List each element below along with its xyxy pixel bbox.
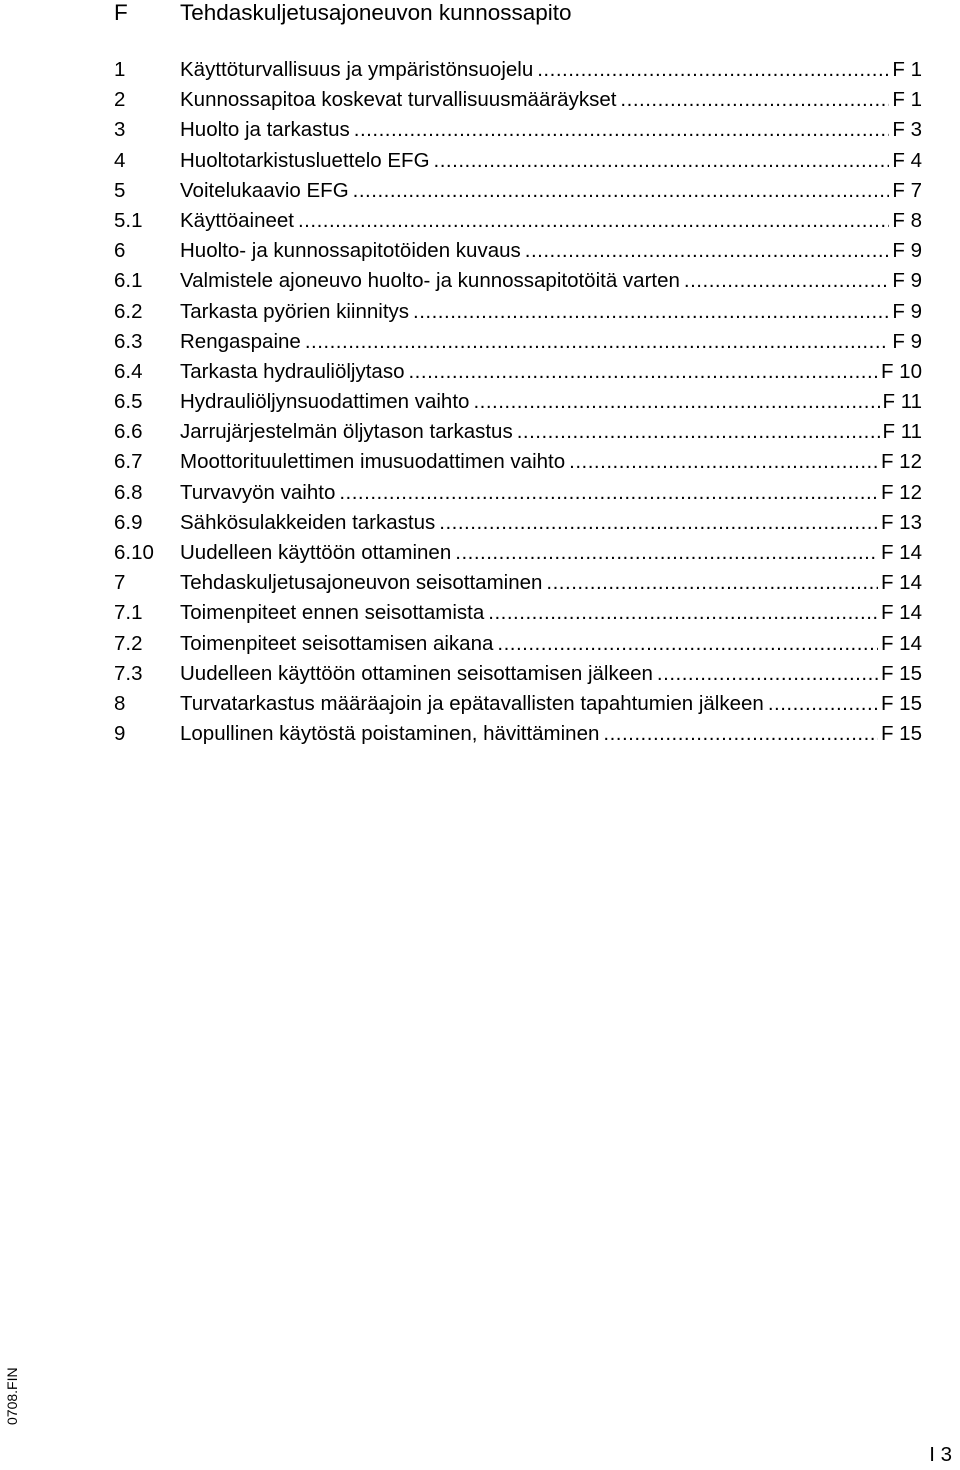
toc-entry-title: Käyttöturvallisuus ja ympäristönsuojelu — [180, 58, 534, 81]
toc-entry-number: 6.10 — [114, 541, 154, 564]
toc-entry-number: 5.1 — [114, 208, 143, 232]
toc-entry-title: Tehdaskuljetusajoneuvon seisottaminen — [180, 571, 543, 595]
dot-leader — [497, 629, 878, 659]
toc-entry-title: Huolto ja tarkastus — [180, 118, 350, 142]
toc-entry-number: 5 — [114, 178, 126, 202]
toc-entry-page: F 14 — [880, 571, 922, 595]
toc-entry-page: F 13 — [880, 510, 922, 534]
dot-leader — [408, 357, 877, 387]
toc-entry-number: 7.1 — [114, 601, 143, 625]
section-title: Tehdaskuljetusajoneuvon kunnossapito — [180, 0, 572, 25]
toc-entry-page: F 12 — [880, 450, 922, 474]
toc-entry-number: 7 — [114, 571, 126, 595]
toc-entry-number: 6.1 — [114, 269, 143, 293]
toc-entry-title: Toimenpiteet seisottamisen aikana — [180, 631, 494, 655]
toc-entry[interactable] — [114, 85, 922, 115]
dot-leader — [439, 508, 878, 538]
toc-entry-number: 6.6 — [114, 420, 143, 444]
toc-entry[interactable] — [114, 689, 922, 719]
dot-leader — [305, 327, 890, 357]
toc-entry-number: 9 — [114, 722, 126, 746]
toc-entry-title: Tarkasta hydrauliöljytaso — [180, 359, 405, 383]
toc-entry-number: 6.7 — [114, 450, 143, 474]
toc-entry-number: 6.4 — [114, 359, 143, 383]
dot-leader — [413, 297, 889, 327]
toc-entry-title: Uudelleen käyttöön ottaminen seisottamisen jälkeen — [180, 661, 653, 685]
dot-leader — [473, 387, 879, 417]
toc-entry-number: 2 — [114, 88, 126, 112]
toc-entry[interactable] — [114, 598, 922, 628]
toc-entry[interactable] — [114, 327, 922, 357]
toc-entry[interactable] — [114, 115, 922, 145]
toc-entry[interactable] — [114, 629, 922, 659]
toc-entry[interactable] — [114, 659, 922, 689]
dot-leader — [684, 266, 889, 296]
dot-leader — [353, 176, 890, 206]
toc-entry-page: F 14 — [880, 631, 922, 655]
toc-entry-page: F 8 — [892, 208, 922, 232]
toc-entry-page: F 12 — [880, 480, 922, 504]
toc-entry-number: 6.8 — [114, 480, 143, 504]
toc-entry-page: F 10 — [880, 359, 922, 383]
toc-entry-page: F 9 — [892, 239, 922, 263]
toc-entry-number: 6.2 — [114, 299, 143, 323]
toc-entry-page: F 9 — [892, 269, 922, 293]
toc-entry-page: F 14 — [880, 541, 922, 564]
toc-entry-title: Tarkasta pyörien kiinnitys — [180, 299, 410, 323]
toc-entry-title: Moottorituulettimen imusuodattimen vaihto — [180, 450, 566, 474]
dot-leader — [298, 206, 889, 236]
section-header — [114, 0, 934, 28]
toc-entry[interactable] — [114, 55, 922, 85]
toc-entry-page: F 9 — [892, 299, 922, 323]
toc-entry-title: Huolto- ja kunnossapitotöiden kuvaus — [180, 239, 521, 263]
toc-entry-title: Huoltotarkistusluettelo EFG — [180, 148, 430, 172]
toc-entry[interactable] — [114, 297, 922, 327]
toc-entry-title: Valmistele ajoneuvo huolto- ja kunnossapitotöitä varten — [180, 269, 680, 293]
dot-leader — [488, 598, 878, 628]
toc-entry-number: 6.3 — [114, 329, 143, 353]
toc-entry-number: 1 — [114, 58, 126, 81]
toc-entry[interactable] — [114, 568, 922, 598]
toc-entry-title: Uudelleen käyttöön ottaminen — [180, 541, 452, 564]
dot-leader — [546, 568, 878, 598]
toc-entry-title: Lopullinen käytöstä poistaminen, hävittäminen — [180, 722, 600, 746]
toc-entry-title: Rengaspaine — [180, 329, 301, 353]
toc-entry[interactable] — [114, 357, 922, 387]
toc-entry-page: F 4 — [892, 148, 922, 172]
dot-leader — [455, 538, 878, 568]
toc-entry[interactable] — [114, 176, 922, 206]
toc-entry-number: 8 — [114, 691, 126, 715]
table-of-contents — [114, 55, 922, 749]
toc-entry-page: F 1 — [892, 58, 922, 81]
toc-entry-number: 7.2 — [114, 631, 143, 655]
toc-entry-page: F 15 — [880, 661, 922, 685]
dot-leader — [620, 85, 889, 115]
toc-entry[interactable] — [114, 417, 922, 447]
toc-entry-title: Hydrauliöljynsuodattimen vaihto — [180, 390, 470, 414]
dot-leader — [434, 146, 890, 176]
dot-leader — [657, 659, 878, 689]
toc-entry-number: 6.5 — [114, 390, 143, 414]
toc-entry-page: F 3 — [892, 118, 922, 142]
toc-entry-number: 7.3 — [114, 661, 143, 685]
toc-entry-title: Toimenpiteet ennen seisottamista — [180, 601, 485, 625]
toc-entry[interactable] — [114, 719, 922, 749]
toc-entry-title: Käyttöaineet — [180, 208, 294, 232]
toc-entry[interactable] — [114, 266, 922, 296]
toc-entry-page: F 7 — [892, 178, 922, 202]
dot-leader — [569, 447, 878, 477]
toc-entry[interactable] — [114, 236, 922, 266]
toc-entry[interactable] — [114, 508, 922, 538]
toc-entry-number: 4 — [114, 148, 126, 172]
toc-entry-title: Sähkösulakkeiden tarkastus — [180, 510, 436, 534]
dot-leader — [525, 236, 890, 266]
toc-entry[interactable] — [114, 538, 922, 568]
toc-entry-title: Turvavyön vaihto — [180, 480, 336, 504]
dot-leader — [339, 478, 878, 508]
toc-entry[interactable] — [114, 146, 922, 176]
toc-entry-number: 6 — [114, 239, 126, 263]
toc-entry-page: F 1 — [892, 88, 922, 112]
toc-entry-title: Voitelukaavio EFG — [180, 178, 349, 202]
toc-entry-title: Kunnossapitoa koskevat turvallisuusmääräykset — [180, 88, 617, 112]
toc-entry-number: 3 — [114, 118, 126, 142]
dot-leader — [354, 115, 890, 145]
toc-entry-title: Jarrujärjestelmän öljytason tarkastus — [180, 420, 513, 444]
toc-entry[interactable] — [114, 478, 922, 508]
document-code: 0708.FIN — [4, 1367, 20, 1425]
toc-entry-page: F 14 — [880, 601, 922, 625]
dot-leader — [537, 55, 889, 85]
toc-entry-page: F 15 — [880, 722, 922, 746]
toc-entry-page: F 15 — [880, 691, 922, 715]
toc-entry[interactable] — [114, 387, 922, 417]
dot-leader — [768, 689, 878, 719]
toc-entry-page: F 11 — [882, 390, 922, 414]
toc-entry[interactable] — [114, 447, 922, 477]
toc-entry-page: F 9 — [892, 329, 922, 353]
toc-entry-page: F 11 — [882, 420, 922, 444]
toc-entry-number: 6.9 — [114, 510, 143, 534]
section-letter: F — [114, 0, 128, 25]
page-number: I 3 — [929, 1443, 952, 1466]
toc-entry-title: Turvatarkastus määräajoin ja epätavallisten tapahtumien jälkeen — [180, 691, 764, 715]
dot-leader — [517, 417, 880, 447]
dot-leader — [603, 719, 878, 749]
toc-entry[interactable] — [114, 206, 922, 236]
